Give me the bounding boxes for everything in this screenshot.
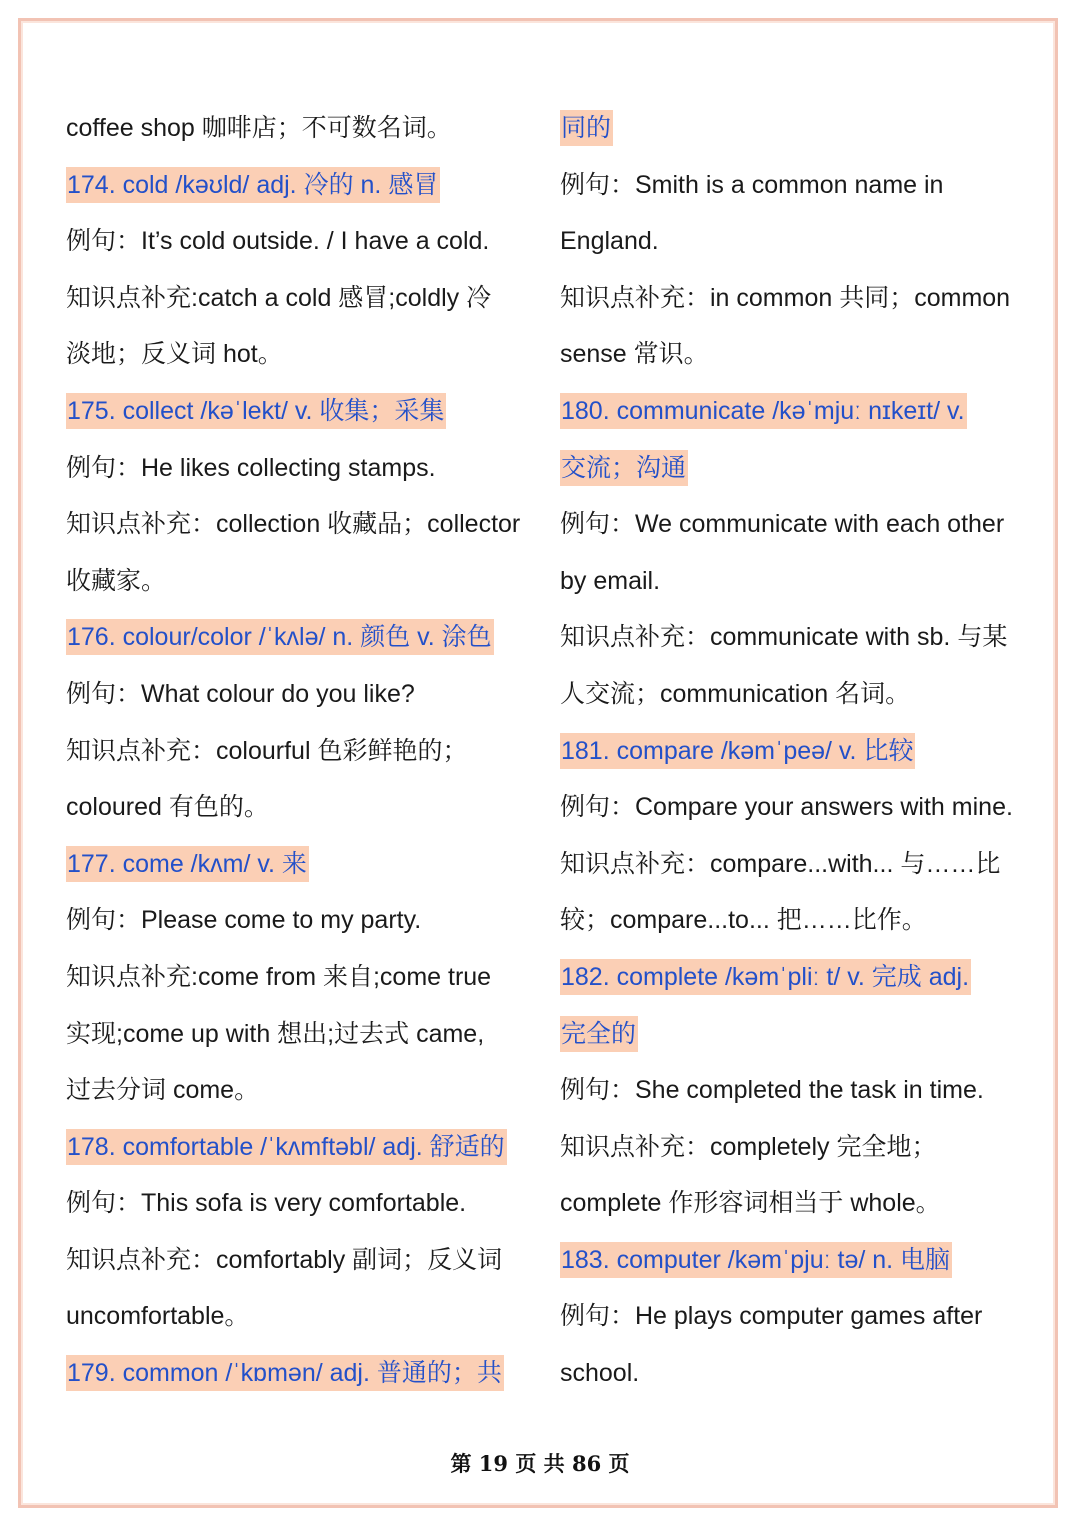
text-line [560,779,1020,836]
line-text: 例句：He likes collecting stamps. [66,453,436,482]
highlighted-heading-text: 177. come /kʌm/ v. 来 [66,846,309,882]
line-text: 知识点补充:catch a cold 感冒;coldly 冷 [66,283,492,312]
line-text: 知识点补充：compare...with... 与……比 [560,849,1001,878]
highlighted-heading-text: 同的 [560,110,613,146]
text-line [66,1175,526,1232]
vocab-entry-heading [66,1119,526,1176]
vocab-entry-heading [560,383,1020,440]
text-line [66,892,526,949]
line-text: 知识点补充:come from 来自;come true [66,962,492,991]
line-text: 例句：Smith is a common name in [560,170,944,199]
highlighted-heading-text: 179. common /ˈkɒmən/ adj. 普通的；共 [66,1355,504,1391]
highlighted-heading-text: 182. complete /kəmˈpliː t/ v. 完成 adj. [560,959,971,995]
vocab-entry-heading [66,157,526,214]
line-text: 知识点补充：in common 共同；common [560,283,1011,312]
vocab-entry-heading [560,440,1020,497]
text-line [66,326,526,383]
line-text: 过去分词 come。 [66,1076,260,1105]
text-line [560,553,1020,610]
line-text: 例句：He plays computer games after [560,1302,983,1331]
text-line [66,1288,526,1345]
text-line [560,1175,1020,1232]
text-line [66,213,526,270]
line-text: 知识点补充：completely 完全地； [560,1132,937,1161]
text-line [560,270,1020,327]
highlighted-heading-text: 176. colour/color /ˈkʌlə/ n. 颜色 v. 涂色 [66,619,494,655]
vocab-entry-heading [560,100,1020,157]
line-text: 实现;come up with 想出;过去式 came, [66,1019,485,1048]
line-text: 例句：She completed the task in time. [560,1076,984,1105]
line-text: 例句：Compare your answers with mine. [560,793,1013,822]
vocab-entry-heading [560,1006,1020,1063]
line-text: 例句：This sofa is very comfortable. [66,1189,467,1218]
text-line [66,1232,526,1289]
highlighted-heading-text: 178. comfortable /ˈkʌmftəbl/ adj. 舒适的 [66,1129,507,1165]
text-line [560,666,1020,723]
text-line [560,1345,1020,1402]
line-text: 知识点补充：communicate with sb. 与某 [560,623,1008,652]
line-text: complete 作形容词相当于 whole。 [560,1189,941,1218]
line-text: sense 常识。 [560,340,709,369]
highlighted-heading-text: 175. collect /kəˈlekt/ v. 收集；采集 [66,393,446,429]
text-line [66,723,526,780]
text-line [560,609,1020,666]
highlighted-heading-text: 完全的 [560,1016,638,1052]
line-text: 较；compare...to... 把……比作。 [560,906,927,935]
right-column [560,100,1020,1402]
line-text: 例句：Please come to my party. [66,906,422,935]
text-line [560,496,1020,553]
text-line [66,949,526,1006]
highlighted-heading-text: 交流；沟通 [560,450,688,486]
line-text: 知识点补充：collection 收藏品；collector [66,510,521,539]
vocab-entry-heading [560,949,1020,1006]
line-text: 人交流；communication 名词。 [560,679,911,708]
text-line [66,553,526,610]
highlighted-heading-text: 181. compare /kəmˈpeə/ v. 比较 [560,733,915,769]
line-text: 知识点补充：comfortably 副词；反义词 [66,1245,503,1274]
text-line [66,496,526,553]
text-line [560,892,1020,949]
highlighted-heading-text: 180. communicate /kəˈmjuː nɪkeɪt/ v. [560,393,967,429]
text-line [560,1062,1020,1119]
text-line [560,1288,1020,1345]
text-line [560,326,1020,383]
text-line [560,213,1020,270]
highlighted-heading-text: 174. cold /kəʊld/ adj. 冷的 n. 感冒 [66,167,440,203]
line-text: 例句：It’s cold outside. / I have a cold. [66,227,490,256]
text-line [66,1006,526,1063]
vocab-entry-heading [66,383,526,440]
left-column [66,100,526,1402]
text-line [560,157,1020,214]
vocab-entry-heading [66,1345,526,1402]
line-text: England. [560,227,659,256]
line-text: 例句：We communicate with each other [560,510,1005,539]
vocab-entry-heading [66,836,526,893]
vocab-entry-heading [560,1232,1020,1289]
line-text: school. [560,1359,640,1388]
text-line [560,1119,1020,1176]
line-text: coloured 有色的。 [66,793,269,822]
vocab-entry-heading [66,609,526,666]
text-line [66,666,526,723]
line-text: 例句：What colour do you like? [66,679,415,708]
line-text: 知识点补充：colourful 色彩鲜艳的； [66,736,468,765]
text-line [560,836,1020,893]
line-text: 淡地；反义词 hot。 [66,340,283,369]
line-text: by email. [560,566,661,595]
text-line [66,440,526,497]
vocab-entry-heading [560,723,1020,780]
text-line [66,1062,526,1119]
line-text: coffee shop 咖啡店；不可数名词。 [66,114,452,142]
line-text: uncomfortable。 [66,1302,250,1331]
line-text: 收藏家。 [66,566,167,595]
highlighted-heading-text: 183. computer /kəmˈpjuː tə/ n. 电脑 [560,1242,952,1278]
text-line [66,100,526,157]
text-line [66,779,526,836]
page-footer: 第 19 页 共 86 页 [450,1451,630,1476]
text-line [66,270,526,327]
